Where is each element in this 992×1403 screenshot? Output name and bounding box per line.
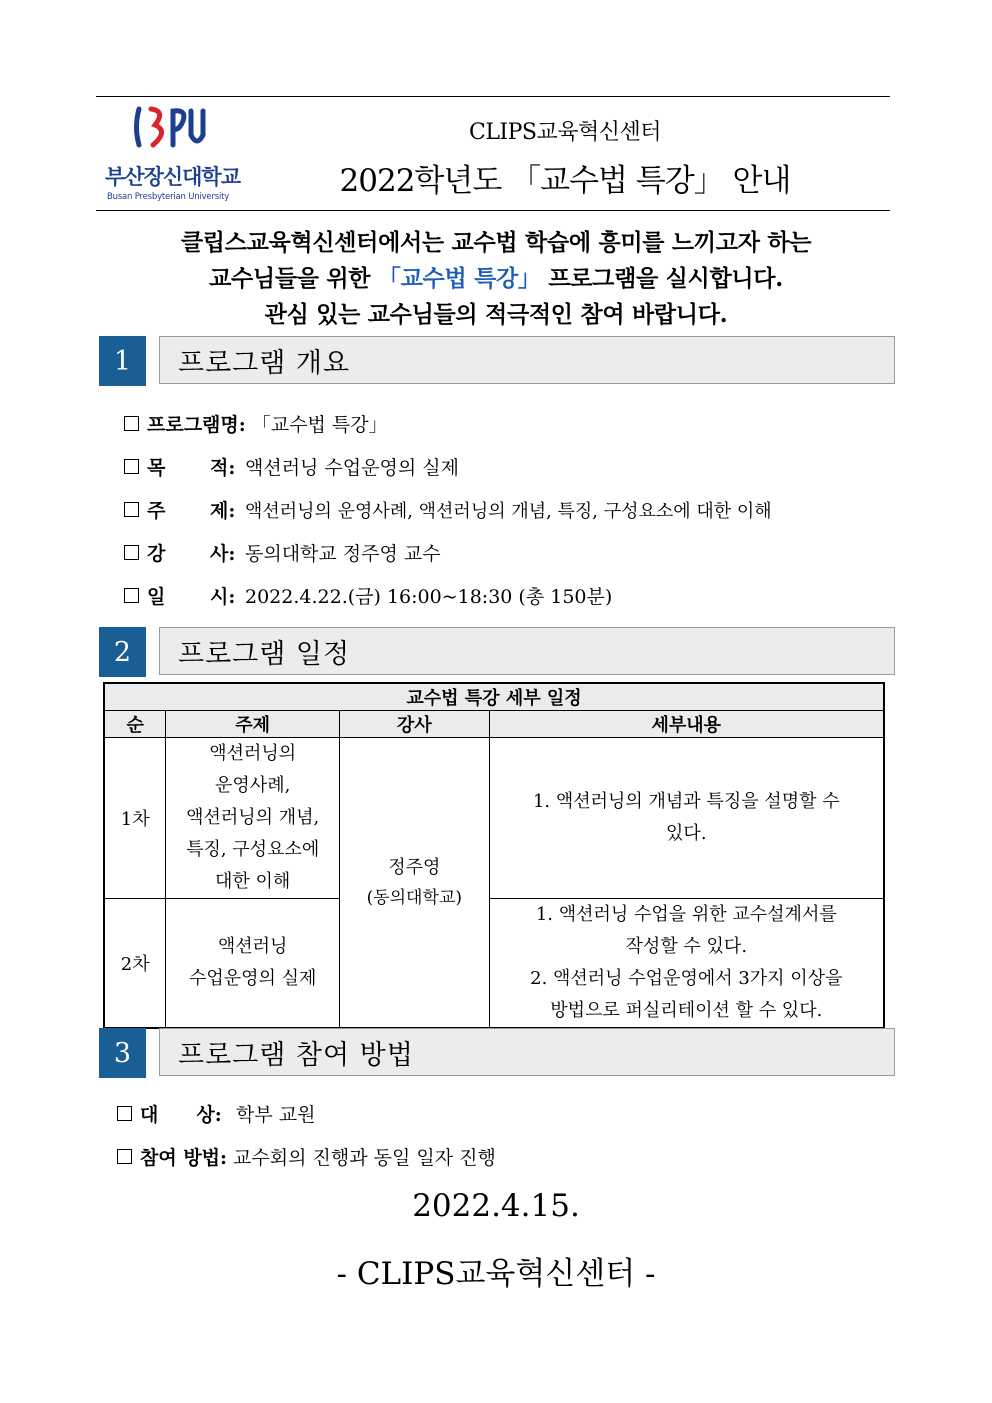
section-1-number: 1 bbox=[99, 336, 146, 386]
intro-line-2 bbox=[96, 260, 896, 293]
header-topic: 주제 bbox=[166, 711, 340, 738]
detail-line: 1. 액션러닝 수업을 위한 교수설계서를 bbox=[535, 904, 837, 925]
schedule-table bbox=[103, 682, 885, 1029]
logo-english-name: Busan Presbyterian University bbox=[107, 192, 230, 202]
detail-line: 1. 액션러닝의 개념과 특징을 설명할 수 bbox=[532, 791, 840, 812]
topic-line: 특징, 구성요소에 bbox=[186, 839, 320, 860]
checkbox-icon bbox=[124, 588, 139, 603]
overview-item-instructor bbox=[124, 539, 441, 566]
intro-line-1: 클립스교육혁신센터에서는 교수법 학습에 흥미를 느끼고자 하는 bbox=[180, 229, 812, 256]
row-order: 1차 bbox=[104, 738, 166, 899]
topic-line: 대한 이해 bbox=[215, 871, 291, 892]
row-detail bbox=[489, 738, 884, 899]
participation-item-method bbox=[117, 1143, 496, 1170]
university-logo bbox=[105, 105, 240, 205]
header-detail: 세부내용 bbox=[489, 711, 884, 738]
topic-line: 액션러닝 bbox=[217, 936, 288, 957]
document-title: 2022학년도 「교수법 특강」 안내 bbox=[339, 163, 791, 199]
logo-korean-name: 부산장신대학교 bbox=[105, 165, 241, 189]
topic-line: 운영사례, bbox=[215, 775, 291, 796]
overview-value: 2022.4.22.(금) 16:00~18:30 (총 150분) bbox=[245, 586, 613, 608]
overview-item-name bbox=[124, 410, 388, 437]
intro-highlight: 「교수법 특강」 bbox=[377, 265, 541, 292]
section-3-title: 프로그램 참여 방법 bbox=[159, 1028, 895, 1076]
section-1-title: 프로그램 개요 bbox=[159, 336, 895, 384]
header-instructor: 강사 bbox=[339, 711, 489, 738]
participation-label: 대 상: bbox=[140, 1104, 222, 1126]
table-row bbox=[104, 899, 884, 1029]
overview-value: 액션러닝 수업운영의 실제 bbox=[245, 457, 459, 479]
section-3-number: 3 bbox=[99, 1028, 146, 1078]
overview-item-purpose bbox=[124, 453, 459, 480]
checkbox-icon bbox=[117, 1149, 132, 1164]
participation-item-target bbox=[117, 1100, 315, 1127]
overview-value: 액션러닝의 운영사례, 액션러닝의 개념, 특징, 구성요소에 대한 이해 bbox=[245, 500, 772, 522]
intro-line-2-post: 프로그램을 실시합니다. bbox=[540, 265, 783, 292]
overview-item-datetime bbox=[124, 582, 612, 609]
topic-line: 액션러닝의 개념, bbox=[186, 807, 320, 828]
bpu-logo-icon bbox=[133, 105, 208, 149]
overview-label: 강 사: bbox=[147, 543, 236, 565]
overview-label: 일 시: bbox=[147, 586, 236, 608]
topic-line: 수업운영의 실제 bbox=[188, 968, 317, 989]
row-detail bbox=[489, 899, 884, 1029]
intro-line-2-pre: 교수님들을 위한 bbox=[209, 265, 378, 292]
section-2-number: 2 bbox=[99, 627, 146, 677]
checkbox-icon bbox=[124, 545, 139, 560]
row-topic bbox=[166, 899, 340, 1029]
overview-value: 동의대학교 정주영 교수 bbox=[245, 543, 441, 565]
detail-line: 작성할 수 있다. bbox=[625, 936, 748, 957]
instructor-org: (동의대학교) bbox=[366, 887, 462, 908]
checkbox-icon bbox=[124, 459, 139, 474]
overview-item-topic bbox=[124, 496, 772, 523]
checkbox-icon bbox=[124, 502, 139, 517]
overview-label: 프로그램명: bbox=[147, 414, 246, 436]
instructor-name: 정주영 bbox=[388, 856, 441, 878]
overview-label: 목 적: bbox=[147, 457, 236, 479]
row-order: 2차 bbox=[104, 899, 166, 1029]
schedule-caption: 교수법 특강 세부 일정 bbox=[104, 683, 884, 711]
detail-line: 있다. bbox=[666, 823, 707, 844]
header-order: 순 bbox=[104, 711, 166, 738]
header-top-rule bbox=[96, 96, 890, 97]
section-2-title: 프로그램 일정 bbox=[159, 627, 895, 675]
participation-value: 학부 교원 bbox=[236, 1104, 316, 1126]
participation-value: 교수회의 진행과 동일 일자 진행 bbox=[233, 1147, 496, 1169]
row-topic bbox=[166, 738, 340, 899]
intro-line-3: 관심 있는 교수님들의 적극적인 참여 바랍니다. bbox=[264, 301, 728, 328]
center-name: CLIPS교육혁신센터 bbox=[468, 120, 662, 145]
issuer-signature: - CLIPS교육혁신센터 - bbox=[336, 1256, 656, 1292]
checkbox-icon bbox=[124, 416, 139, 431]
topic-line: 액션러닝의 bbox=[209, 743, 297, 764]
table-row bbox=[104, 738, 884, 899]
detail-line: 2. 액션러닝 수업운영에서 3가지 이상을 bbox=[530, 968, 843, 989]
row-instructor bbox=[339, 738, 489, 1029]
header-bottom-rule bbox=[96, 210, 890, 211]
detail-line: 방법으로 퍼실리테이션 할 수 있다. bbox=[550, 1000, 823, 1021]
participation-label: 참여 방법: bbox=[140, 1147, 228, 1169]
overview-value: 「교수법 특강」 bbox=[251, 414, 388, 436]
overview-label: 주 제: bbox=[147, 500, 236, 522]
checkbox-icon bbox=[117, 1106, 132, 1121]
announcement-date: 2022.4.15. bbox=[412, 1188, 580, 1224]
